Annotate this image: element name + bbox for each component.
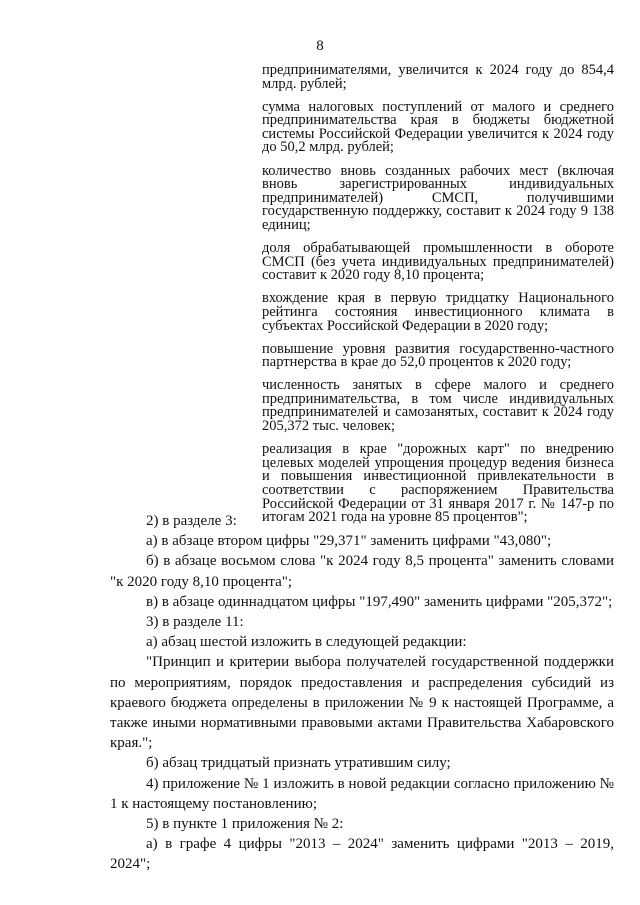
paragraph: 4) приложение № 1 изложить в новой редакции согласно приложению № 1 к настоящему постановлению; — [110, 775, 614, 812]
indicator-item: вхождение края в первую тридцатку Национального рейтинга состояния инвестиционного климата в субъектах Российской Федерации в 2020 году; — [262, 290, 614, 334]
indicator-item: численность занятых в сфере малого и среднего предпринимательства, в том числе индивидуальных предпринимателей и самозанятых, составит к 2024 году 205,372 тыс. человек; — [262, 377, 614, 435]
paragraph: б) в абзаце восьмом слова "к 2024 году 8,5 процента" заменить словами "к 2020 году 8,10 процента"; — [110, 553, 614, 590]
paragraph: 3) в разделе 11: — [146, 614, 244, 631]
amendments-text — [110, 511, 614, 875]
paragraph: 2) в разделе 3: — [146, 513, 237, 529]
paragraph: 5) в пункте 1 приложения № 2: — [146, 816, 344, 833]
paragraph: б) абзац тридцатый признать утратившим силу; — [146, 755, 451, 772]
paragraph: а) в абзаце втором цифры "29,371" заменить цифрами "43,080"; — [146, 533, 552, 550]
paragraph: а) в графе 4 цифры "2013 – 2024" заменить цифрами "2013 – 2019, 2024"; — [110, 836, 614, 873]
indicator-item: сумма налоговых поступлений от малого и среднего предпринимательства края в бюджеты бюджетной системы Российской Федерации увеличится к 2024 году до 50,2 млрд. рублей; — [262, 98, 614, 156]
indicator-item: доля обрабатывающей промышленности в обороте СМСП (без учета индивидуальных предпринимателей) составит к 2020 году 8,10 процента; — [262, 240, 614, 284]
paragraph: "Принцип и критерии выбора получателей государственной поддержки по мероприятиям, порядок предоставления и распределения субсидий из краевого бюджета определены в приложении № 9 к настоящей Программе, а также иными нормативными правовыми актами Правительства Хабаровского края."; — [110, 654, 614, 752]
paragraph: в) в абзаце одиннадцатом цифры "197,490" заменить цифрами "205,372"; — [146, 593, 613, 610]
page-number: 8 — [316, 38, 324, 54]
paragraph: а) абзац шестой изложить в следующей редакции: — [146, 634, 467, 651]
indicators-column — [262, 64, 614, 534]
indicator-item: количество вновь созданных рабочих мест (включая вновь зарегистрированных индивидуальных предпринимателей) СМСП, получившими государственную поддержку, составит к 2024 году 9 138 единиц; — [262, 162, 614, 233]
indicator-item: повышение уровня развития государственно-частного партнерства в крае до 52,0 процентов к 2020 году; — [262, 340, 614, 371]
indicator-item: предпринимателями, увеличится к 2024 году до 854,4 млрд. рублей; — [262, 62, 614, 92]
indicator-item: реализация в крае "дорожных карт" по внедрению целевых моделей упрощения процедур ведения бизнеса и повышения инвестиционной привлекательности в соответствии с распоряжением Правительства Российской Федерации от 31 января 2017 г. № 147-р по итогам 2021 года на уровне 85 процентов"; — [262, 441, 614, 526]
